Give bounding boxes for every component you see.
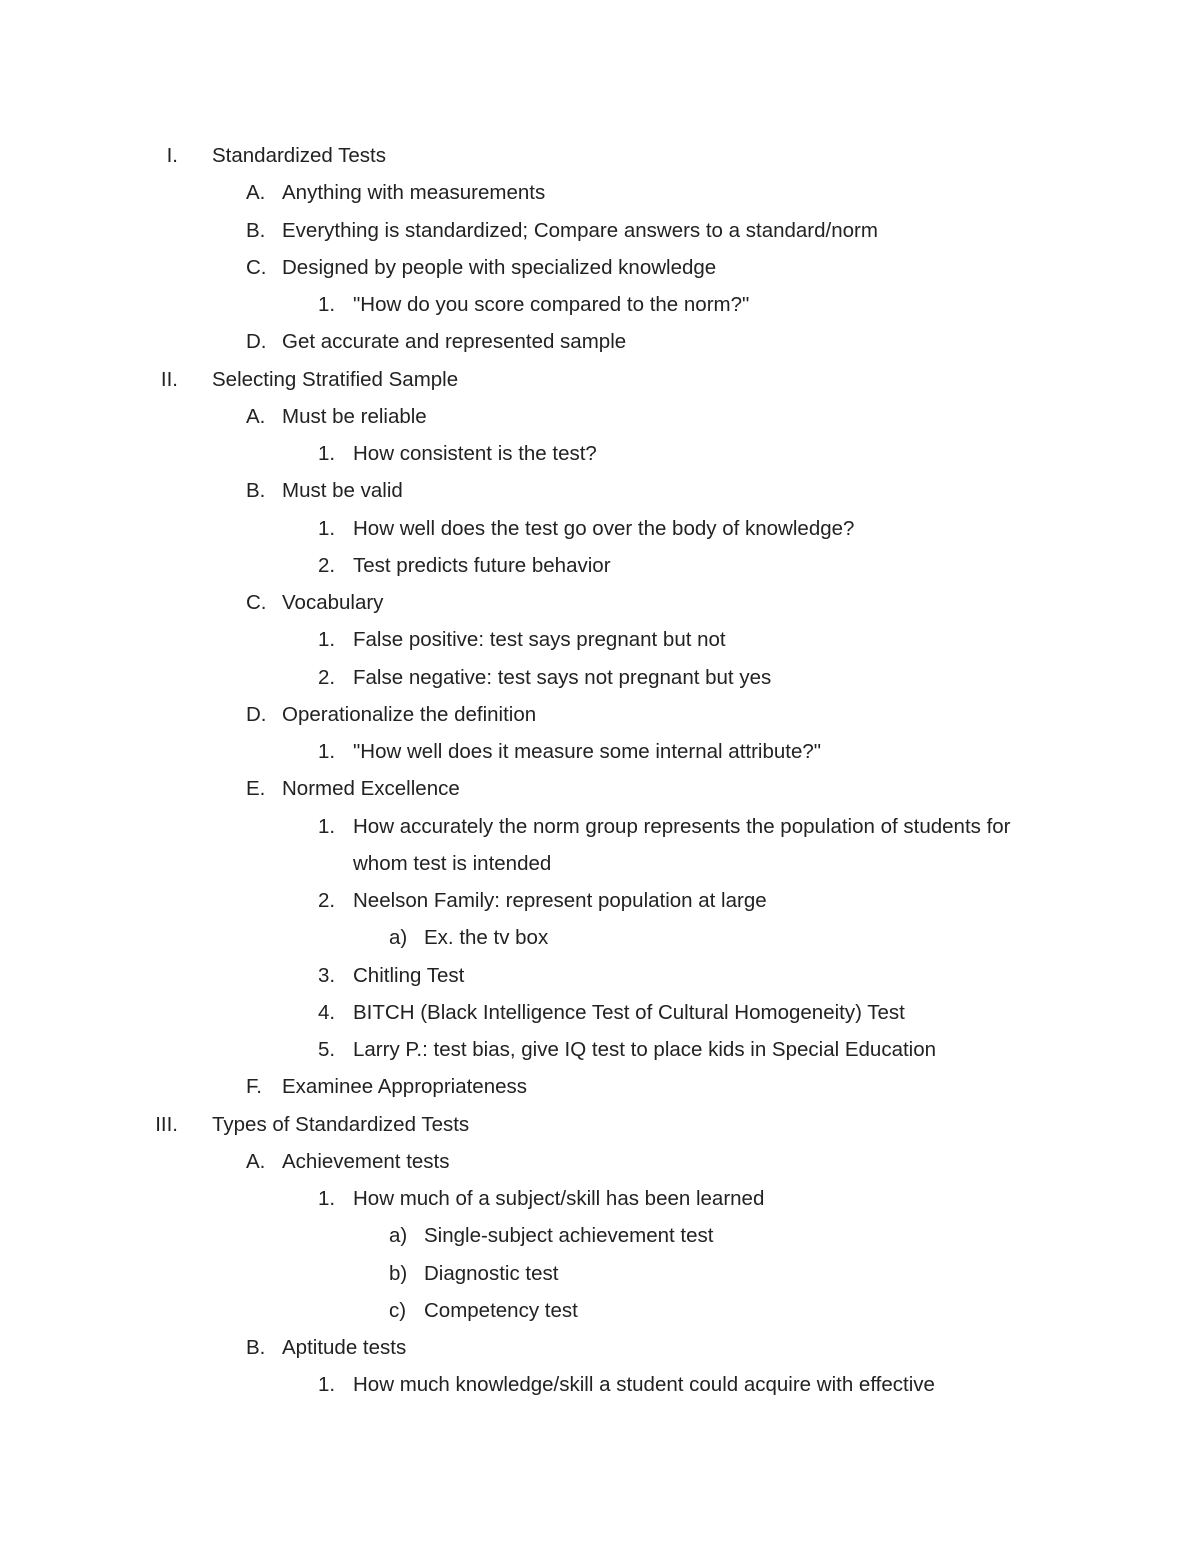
outline-text: Must be valid bbox=[282, 479, 403, 503]
outline-text: Anything with measurements bbox=[282, 181, 546, 205]
outline-item-level-2 bbox=[0, 323, 1200, 360]
outline-marker: 2. bbox=[318, 665, 336, 689]
outline-marker: 1. bbox=[318, 442, 336, 465]
outline-marker: E. bbox=[246, 777, 266, 801]
outline-item-level-3 bbox=[0, 957, 1200, 994]
outline-text: Examinee Appropriateness bbox=[282, 1075, 528, 1099]
outline-marker: 1. bbox=[318, 814, 336, 838]
outline-item-level-3 bbox=[0, 510, 1200, 547]
outline-marker: F. bbox=[246, 1075, 262, 1099]
outline-text: Single-subject achievement test bbox=[424, 1224, 714, 1248]
outline-marker: 5. bbox=[318, 1038, 336, 1061]
outline-marker: 1. bbox=[318, 740, 336, 763]
outline-item-level-3 bbox=[0, 994, 1200, 1031]
outline-item-level-3 bbox=[0, 659, 1200, 696]
outline-text: Must be reliable bbox=[282, 404, 427, 428]
outline-marker: A. bbox=[246, 404, 266, 428]
outline-item-level-2 bbox=[0, 770, 1200, 807]
outline-marker: I. bbox=[166, 144, 178, 167]
outline-text: Designed by people with specialized knowledge bbox=[282, 255, 717, 279]
outline-marker: a) bbox=[389, 926, 408, 950]
outline-item-level-1 bbox=[0, 137, 1200, 174]
outline-item-level-3 bbox=[0, 1031, 1200, 1068]
outline-text: How much of a subject/skill has been learned bbox=[353, 1187, 765, 1210]
outline-text: Operationalize the definition bbox=[282, 702, 537, 726]
outline-item-level-3 bbox=[0, 882, 1200, 919]
outline-marker: D. bbox=[246, 702, 267, 726]
outline-text: Ex. the tv box bbox=[424, 926, 549, 950]
outline-marker: 1. bbox=[318, 628, 336, 652]
outline-item-level-2 bbox=[0, 696, 1200, 733]
outline-text: Get accurate and represented sample bbox=[282, 330, 627, 354]
outline-marker: 1. bbox=[318, 516, 336, 540]
outline-text: Types of Standardized Tests bbox=[212, 1112, 470, 1136]
outline-text: Normed Excellence bbox=[282, 777, 460, 801]
outline-item-level-3 bbox=[0, 286, 1200, 323]
outline-text: whom test is intended bbox=[353, 851, 552, 875]
outline-item-level-2 bbox=[0, 1143, 1200, 1180]
outline-text: How consistent is the test? bbox=[353, 442, 597, 465]
outline-text: Achievement tests bbox=[282, 1149, 450, 1173]
outline-item-level-2 bbox=[0, 472, 1200, 509]
outline-marker: C. bbox=[246, 591, 267, 614]
outline-item-level-2 bbox=[0, 1329, 1200, 1366]
outline-text: How accurately the norm group represents the population of students for bbox=[353, 814, 1011, 838]
outline-marker: D. bbox=[246, 330, 267, 354]
outline-item-level-3 bbox=[0, 845, 1200, 882]
outline-text: Larry P.: test bias, give IQ test to place kids in Special Education bbox=[353, 1038, 937, 1061]
outline-item-level-3 bbox=[0, 808, 1200, 845]
outline-marker: 3. bbox=[318, 963, 336, 987]
outline-marker: II. bbox=[160, 367, 178, 391]
outline-text: How much knowledge/skill a student could acquire with effective bbox=[353, 1373, 935, 1397]
outline-list bbox=[0, 137, 1200, 1404]
outline-marker: B. bbox=[246, 1336, 266, 1359]
outline-text: Everything is standardized; Compare answers to a standard/norm bbox=[282, 218, 878, 242]
outline-marker: c) bbox=[389, 1298, 407, 1322]
outline-item-level-2 bbox=[0, 249, 1200, 286]
outline-text: Vocabulary bbox=[282, 591, 384, 614]
outline-text: False negative: test says not pregnant but yes bbox=[353, 665, 772, 689]
outline-marker: 1. bbox=[318, 1373, 336, 1397]
outline-marker: B. bbox=[246, 218, 266, 242]
outline-item-level-3 bbox=[0, 1180, 1200, 1217]
outline-marker: a) bbox=[389, 1224, 408, 1248]
outline-item-level-3 bbox=[0, 435, 1200, 472]
outline-text: How well does the test go over the body of knowledge? bbox=[353, 516, 855, 540]
outline-item-level-1 bbox=[0, 361, 1200, 398]
outline-text: BITCH (Black Intelligence Test of Cultural Homogeneity) Test bbox=[353, 1000, 905, 1024]
outline-item-level-2 bbox=[0, 174, 1200, 211]
outline-text: "How do you score compared to the norm?" bbox=[353, 293, 750, 316]
outline-text: Standardized Tests bbox=[212, 144, 386, 167]
outline-text: Neelson Family: represent population at large bbox=[353, 889, 767, 912]
outline-text: Competency test bbox=[424, 1298, 578, 1322]
outline-item-level-1 bbox=[0, 1106, 1200, 1143]
outline-marker: 1. bbox=[318, 293, 336, 316]
outline-item-level-4 bbox=[0, 1217, 1200, 1254]
outline-text: "How well does it measure some internal attribute?" bbox=[353, 740, 822, 763]
outline-item-level-2 bbox=[0, 1068, 1200, 1105]
outline-item-level-4 bbox=[0, 1255, 1200, 1292]
outline-item-level-3 bbox=[0, 621, 1200, 658]
outline-marker: 2. bbox=[318, 889, 336, 912]
outline-text: Chitling Test bbox=[353, 963, 465, 987]
outline-item-level-4 bbox=[0, 919, 1200, 956]
outline-text: Diagnostic test bbox=[424, 1261, 559, 1285]
outline-marker: 4. bbox=[318, 1000, 336, 1024]
outline-text: False positive: test says pregnant but not bbox=[353, 628, 726, 652]
outline-item-level-4 bbox=[0, 1292, 1200, 1329]
outline-text: Selecting Stratified Sample bbox=[212, 367, 459, 391]
outline-marker: b) bbox=[389, 1261, 408, 1285]
outline-marker: 1. bbox=[318, 1187, 336, 1210]
outline-item-level-3 bbox=[0, 547, 1200, 584]
outline-marker: III. bbox=[155, 1112, 178, 1136]
outline-marker: 2. bbox=[318, 553, 336, 577]
outline-item-level-2 bbox=[0, 584, 1200, 621]
outline-text: Aptitude tests bbox=[282, 1336, 407, 1359]
outline-item-level-3 bbox=[0, 1366, 1200, 1403]
outline-marker: A. bbox=[246, 181, 266, 205]
outline-marker: C. bbox=[246, 255, 267, 279]
outline-text: Test predicts future behavior bbox=[353, 553, 611, 577]
outline-item-level-2 bbox=[0, 212, 1200, 249]
outline-marker: A. bbox=[246, 1149, 266, 1173]
outline-marker: B. bbox=[246, 479, 266, 503]
outline-item-level-2 bbox=[0, 398, 1200, 435]
outline-item-level-3 bbox=[0, 733, 1200, 770]
